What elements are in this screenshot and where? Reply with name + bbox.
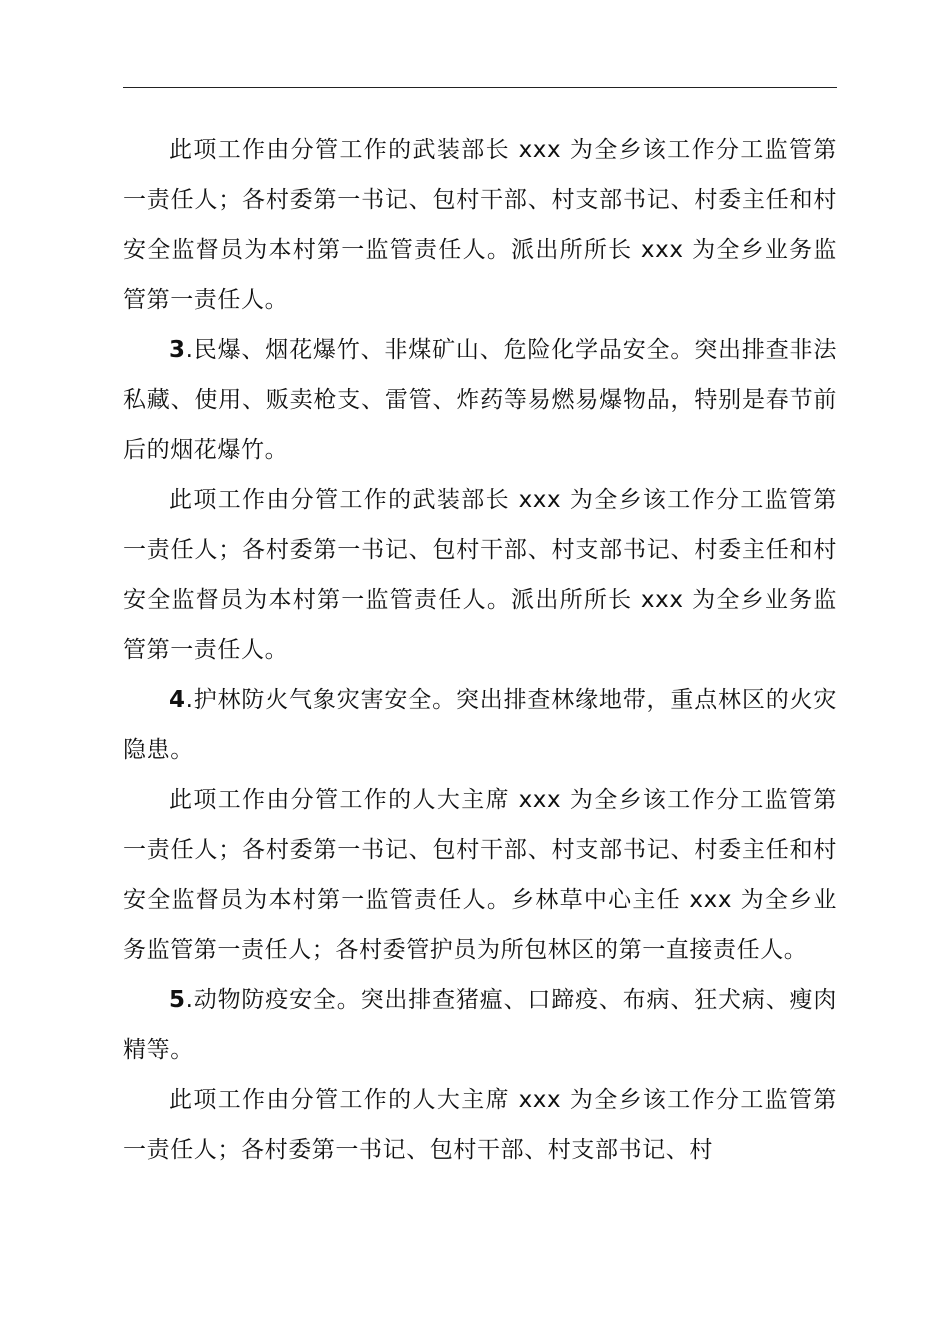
paragraph — [123, 675, 837, 775]
paragraph — [123, 975, 837, 1075]
paragraph-text: 此项工作由分管工作的人大主席 xxx 为全乡该工作分工监管第一责任人；各村委第一书记、包村干部、村支部书记、村委主任和村安全监督员为本村第一监管责任人。乡林草中心主任 xxx 为全乡业务监管第一责任人；各村委管护员为所包林区的第一直接责任人。 — [123, 787, 837, 963]
paragraph — [123, 475, 837, 675]
paragraph — [123, 1075, 837, 1175]
paragraph — [123, 125, 837, 325]
paragraph — [123, 775, 837, 975]
paragraph-text: 此项工作由分管工作的武装部长 xxx 为全乡该工作分工监管第一责任人；各村委第一书记、包村干部、村支部书记、村委主任和村安全监督员为本村第一监管责任人。派出所所长 xxx 为全乡业务监管第一责任人。 — [123, 487, 837, 663]
paragraph-text: .动物防疫安全。突出排查猪瘟、口蹄疫、布病、狂犬病、瘦肉精等。 — [123, 987, 837, 1063]
header-rule — [123, 87, 837, 88]
paragraph — [123, 325, 837, 475]
item-number: 3 — [169, 337, 186, 363]
paragraph-text: 此项工作由分管工作的武装部长 xxx 为全乡该工作分工监管第一责任人；各村委第一书记、包村干部、村支部书记、村委主任和村安全监督员为本村第一监管责任人。派出所所长 xxx 为全乡业务监管第一责任人。 — [123, 137, 837, 313]
document-body — [123, 125, 837, 1175]
paragraph-text: .民爆、烟花爆竹、非煤矿山、危险化学品安全。突出排查非法私藏、使用、贩卖枪支、雷管、炸药等易燃易爆物品，特别是春节前后的烟花爆竹。 — [123, 337, 837, 463]
paragraph-text: 此项工作由分管工作的人大主席 xxx 为全乡该工作分工监管第一责任人；各村委第一书记、包村干部、村支部书记、村 — [123, 1087, 837, 1163]
paragraph-text: .护林防火气象灾害安全。突出排查林缘地带，重点林区的火灾隐患。 — [123, 687, 837, 763]
item-number: 5 — [169, 987, 186, 1013]
item-number: 4 — [169, 687, 186, 713]
